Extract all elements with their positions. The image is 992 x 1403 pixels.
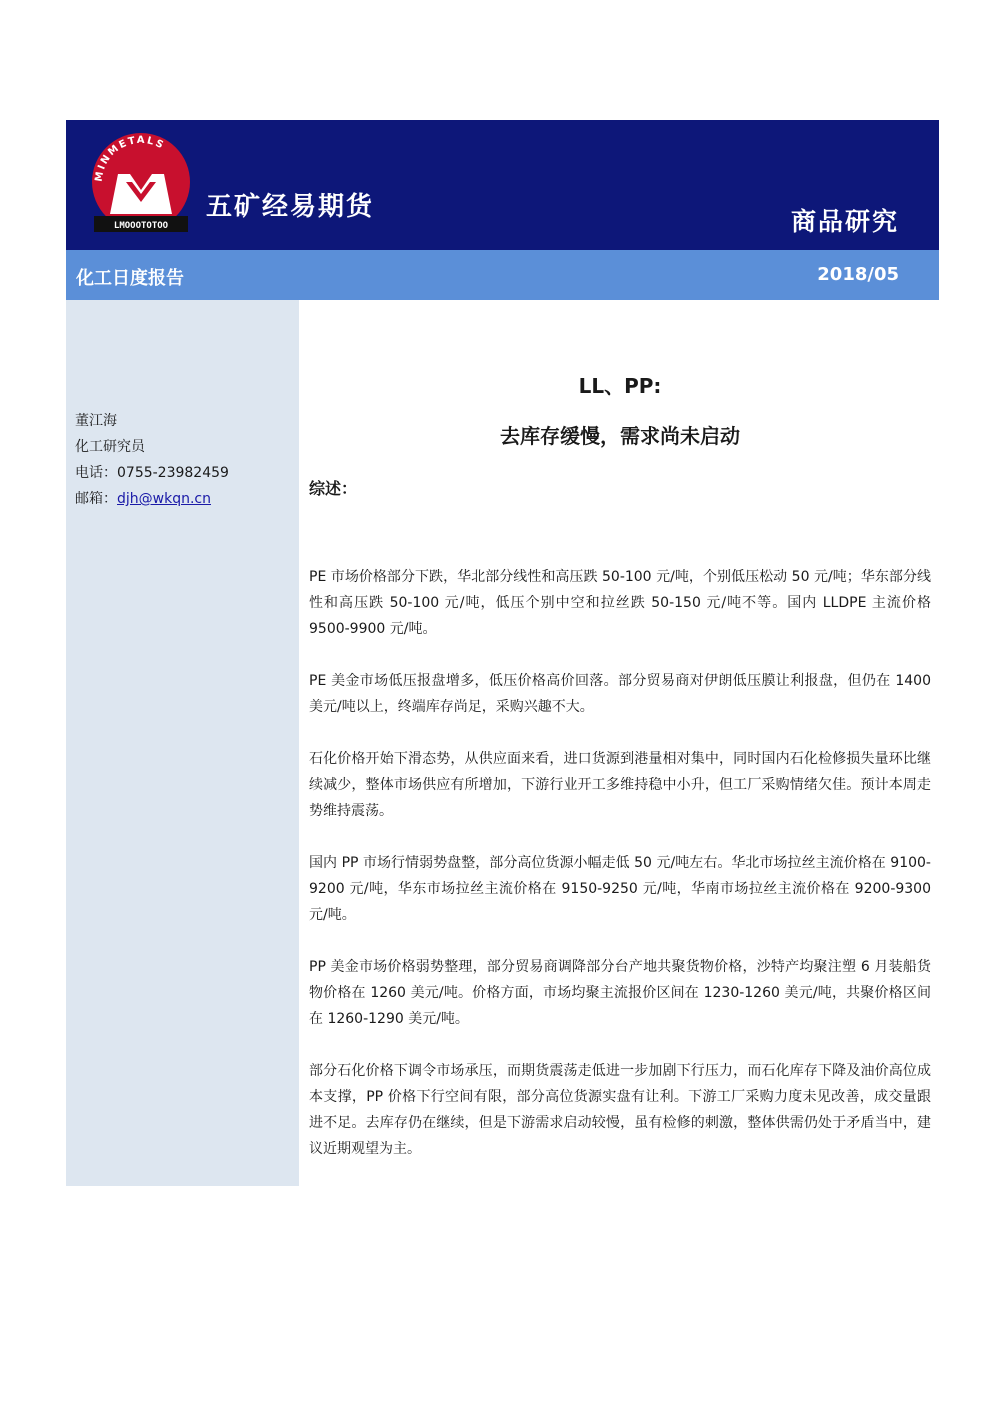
svg-text:MINMETALS: MINMETALS: [93, 134, 167, 183]
report-date: 2018/05: [817, 264, 899, 285]
author-info: [75, 408, 229, 512]
paragraph: 部分石化价格下调令市场承压，而期货震荡走低进一步加剧下行压力，而石化库存下降及油价高位成本支撑，PP 价格下行空间有限，部分高位货源实盘有让利。下游工厂采购力度未见改善，成交量跟进不足。去库存仍在继续，但是下游需求启动较慢，虽有检修的刺激，整体供需仍处于矛盾当中，建议近期观望为主。: [309, 1063, 931, 1157]
report-title-line1: LL、PP:: [578, 374, 662, 398]
author-email: [75, 486, 229, 512]
email-label: 邮箱：: [75, 491, 117, 507]
minmetals-logo: [88, 130, 194, 236]
paragraph: PE 市场价格部分下跌，华北部分线性和高压跌 50-100 元/吨，个别低压松动 50 元/吨；华东部分线性和高压跌 50-100 元/吨，低压个别中空和拉丝跌 50-150 元/吨不等。国内 LLDPE 主流价格 9500-9900 元/吨。: [309, 569, 931, 637]
report-title-line2: 去库存缓慢，需求尚未启动: [500, 424, 740, 448]
svg-text:LMOOOTOTOO: LMOOOTOTOO: [113, 221, 169, 231]
phone-value: 0755-23982459: [117, 465, 229, 481]
author-title: 化工研究员: [75, 439, 145, 455]
header-banner: [66, 120, 939, 250]
report-type: 化工日度报告: [76, 268, 184, 289]
paragraph: PE 美金市场低压报盘增多，低压价格高价回落。部分贸易商对伊朗低压膜让利报盘，但仍在 1400 美元/吨以上，终端库存尚足，采购兴趣不大。: [309, 673, 931, 715]
subheader-bar: [66, 250, 939, 300]
author-phone: [75, 460, 229, 486]
company-name: 五矿经易期货: [206, 192, 375, 222]
author-name: 董江海: [75, 413, 117, 429]
phone-label: 电话：: [75, 465, 117, 481]
paragraph: 国内 PP 市场行情弱势盘整，部分高位货源小幅走低 50 元/吨左右。华北市场拉丝主流价格在 9100-9200 元/吨，华东市场拉丝主流价格在 9150-9250 元/吨，华南市场拉丝主流价格在 9200-9300 元/吨。: [309, 855, 931, 923]
email-link[interactable]: djh@wkqn.cn: [117, 491, 211, 507]
summary-heading: 综述：: [309, 479, 358, 498]
author-sidebar: [66, 300, 299, 1186]
paragraph: 石化价格开始下滑态势，从供应面来看，进口货源到港量相对集中，同时国内石化检修损失量环比继续减少，整体市场供应有所增加，下游行业开工多维持稳中小升，但工厂采购情绪欠佳。预计本周走势维持震荡。: [309, 751, 931, 819]
summary-paragraphs: [309, 564, 931, 1188]
paragraph: PP 美金市场价格弱势整理，部分贸易商调降部分台产地共聚货物价格，沙特产均聚注塑 6 月装船货物价格在 1260 美元/吨。价格方面，市场均聚主流报价区间在 1230-1260 美元/吨，共聚价格区间在 1260-1290 美元/吨。: [309, 959, 931, 1027]
section-label: 商品研究: [790, 207, 899, 236]
